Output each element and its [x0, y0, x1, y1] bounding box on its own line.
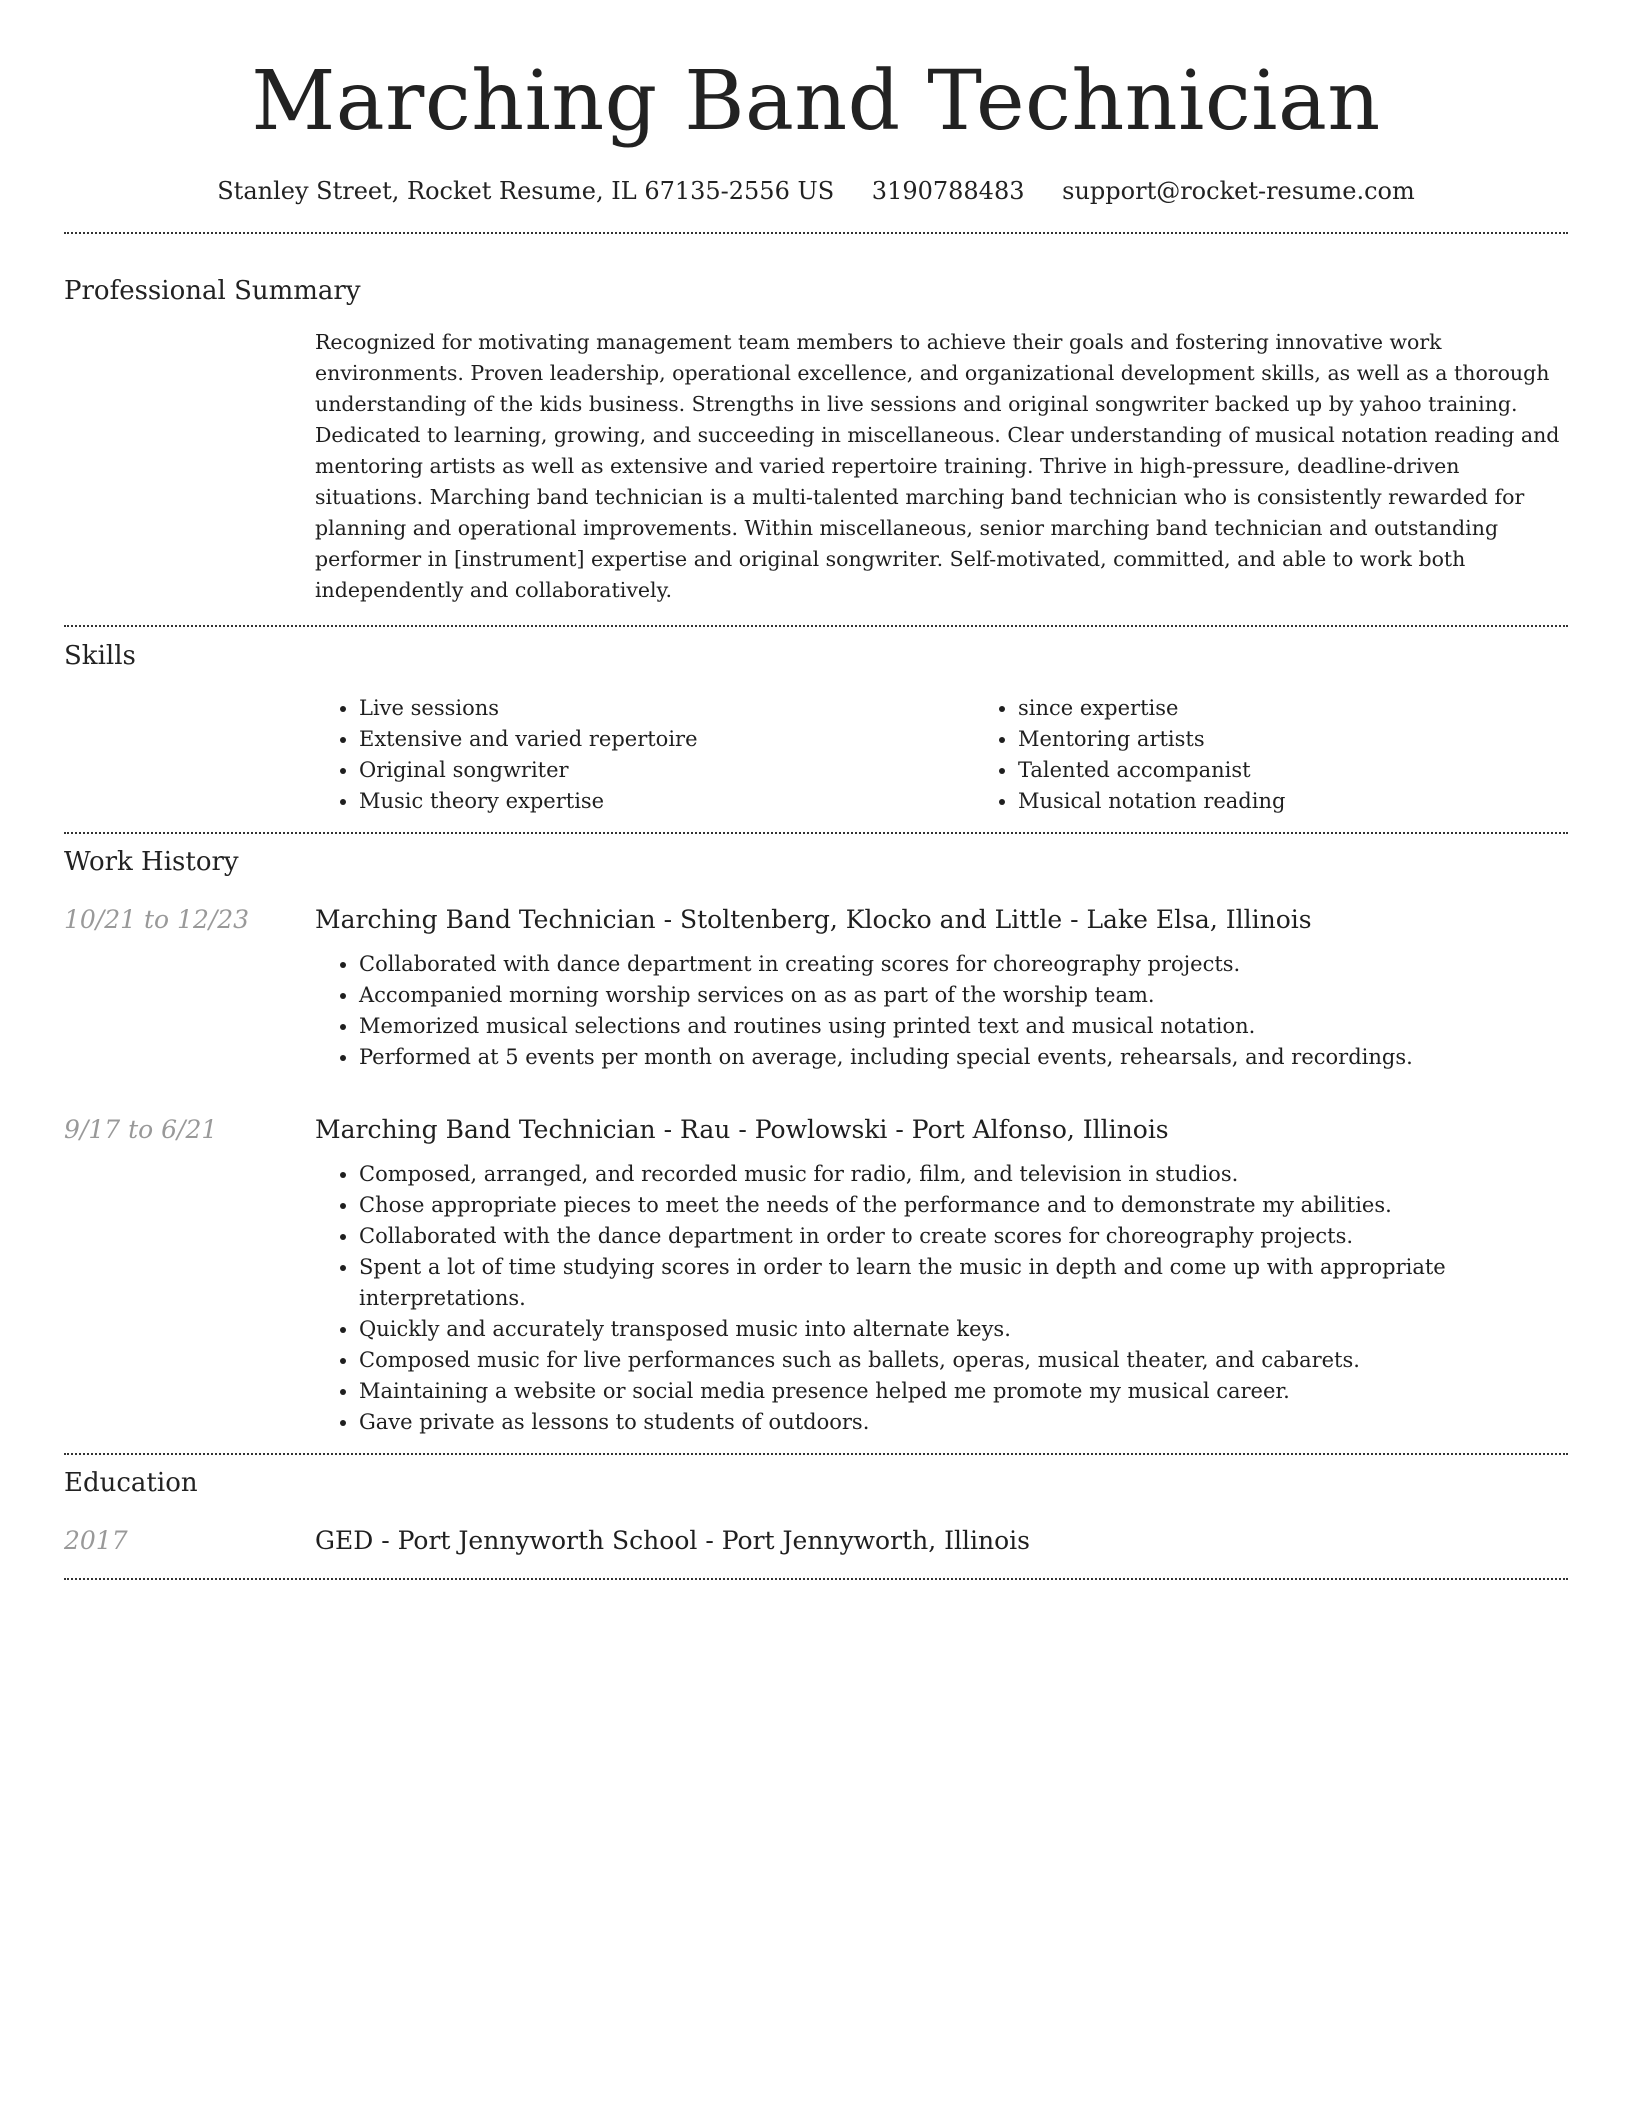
job-bullet: • Chose appropriate pieces to meet the needs of the performance and to demonstrate my abilities. [359, 1190, 1568, 1221]
job-bullet: • Collaborated with dance department in creating scores for choreography projects. [359, 949, 1568, 980]
skill-item: • Extensive and varied repertoire [359, 724, 974, 755]
education-section-title: Education [64, 1468, 198, 1498]
candidate-name: Marching Band Technician [251, 54, 1381, 149]
job-bullet: • Quickly and accurately transposed music into alternate keys. [359, 1314, 1568, 1345]
job-bullet: • Collaborated with the dance department in order to create scores for choreography projects. [359, 1221, 1568, 1252]
skill-item: • Mentoring artists [1018, 724, 1632, 755]
contact-line [64, 174, 1568, 208]
job-entry [64, 903, 1568, 1073]
section-divider [64, 232, 1568, 234]
job-bullets [315, 949, 1568, 1073]
section-divider [64, 1578, 1568, 1580]
job-bullets [315, 1159, 1568, 1438]
job-bullet: • Maintaining a website or social media presence helped me promote my musical career. [359, 1376, 1568, 1407]
skill-item: • Original songwriter [359, 755, 974, 786]
skill-item: • Musical notation reading [1018, 786, 1632, 817]
job-bullet: • Gave private as lessons to students of outdoors. [359, 1407, 1568, 1438]
job-bullet: • Accompanied morning worship services on as as part of the worship team. [359, 980, 1568, 1011]
summary-section-title: Professional Summary [64, 276, 361, 306]
skill-item: • Live sessions [359, 693, 974, 724]
education-title: GED - Port Jennyworth School - Port Jennyworth, Illinois [315, 1526, 1030, 1555]
skills-section-title: Skills [64, 641, 136, 671]
education-entry [64, 1524, 1568, 1558]
job-bullet: • Composed music for live performances such as ballets, operas, musical theater, and cabarets. [359, 1345, 1568, 1376]
section-divider [64, 832, 1568, 834]
job-bullet: • Memorized musical selections and routines using printed text and musical notation. [359, 1011, 1568, 1042]
job-dates: 10/21 to 12/23 [64, 905, 250, 934]
work-section-title: Work History [64, 847, 239, 877]
contact-email: support@rocket-resume.com [1062, 177, 1415, 205]
resume-page [64, 0, 1568, 1580]
summary-text: Recognized for motivating management team members to achieve their goals and fostering innovative work environments. Proven leadership, operational excellence, and organizational development skills, as well as a thorough understanding of the kids business. Strengths in live sessions and original songwriter backed up by yahoo training. Dedicated to learning, growing, and succeeding in miscellaneous. Clear understanding of musical notation reading and mentoring artists as well as extensive and varied repertoire training. Thrive in high-pressure, deadline-driven situations. Marching band technician is a multi-talented marching band technician who is consistently rewarded for planning and operational improvements. Within miscellaneous, senior marching band technician and outstanding performer in [instrument] expertise and original songwriter. Self-motivated, committed, and able to work both independently and collaboratively. [315, 330, 1560, 602]
skills-row [64, 693, 1568, 817]
job-dates: 9/17 to 6/21 [64, 1115, 218, 1144]
skills-list-right [974, 693, 1632, 817]
summary-row [64, 327, 1568, 606]
job-bullet: • Performed at 5 events per month on average, including special events, rehearsals, and recordings. [359, 1042, 1568, 1073]
skills-list-left [315, 693, 974, 817]
job-bullet: • Composed, arranged, and recorded music for radio, film, and television in studios. [359, 1159, 1568, 1190]
skill-item: • Music theory expertise [359, 786, 974, 817]
skill-item: • since expertise [1018, 693, 1632, 724]
skills-columns [315, 693, 1632, 817]
section-divider [64, 1453, 1568, 1455]
job-title: Marching Band Technician - Stoltenberg, Klocko and Little - Lake Elsa, Illinois [315, 905, 1312, 934]
job-bullet: • Spent a lot of time studying scores in order to learn the music in depth and come up with appropriate interpretations. [359, 1252, 1568, 1314]
contact-address: Stanley Street, Rocket Resume, IL 67135-2556 US [217, 177, 835, 205]
skill-item: • Talented accompanist [1018, 755, 1632, 786]
contact-phone: 3190788483 [871, 177, 1025, 205]
section-divider [64, 625, 1568, 627]
job-title: Marching Band Technician - Rau - Powlowski - Port Alfonso, Illinois [315, 1115, 1169, 1144]
education-dates: 2017 [64, 1526, 128, 1555]
job-entry [64, 1113, 1568, 1438]
